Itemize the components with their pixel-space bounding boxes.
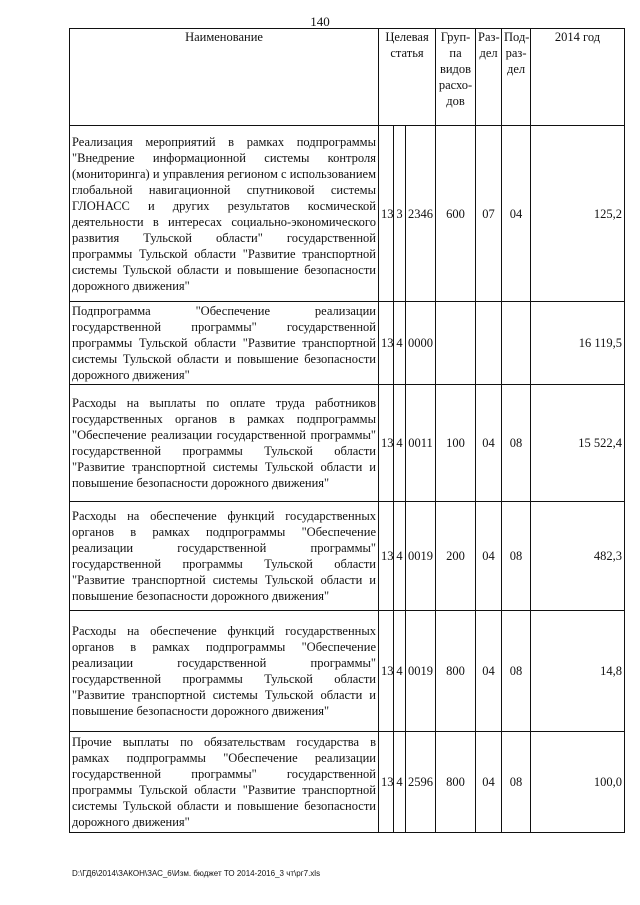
- target-article-part2: 4: [394, 385, 406, 502]
- expense-group: [436, 302, 476, 385]
- amount-2014: 125,2: [531, 126, 625, 302]
- page-number: 140: [310, 14, 330, 29]
- target-article-part3: 0019: [406, 611, 436, 732]
- table-row: [70, 126, 625, 302]
- table-row: [70, 732, 625, 833]
- table-header-row: [70, 29, 625, 126]
- subsection: 08: [502, 385, 531, 502]
- header-year: 2014 год: [531, 29, 625, 126]
- row-name: Расходы на обеспечение функций государственных органов в рамках подпрограммы "Обеспечение реализации государственной программы" государственной программы Тульской области "Развитие транспортной системы Тульской области и повышение безопасности дорожного движения": [70, 611, 379, 732]
- target-article-part3: 2346: [406, 126, 436, 302]
- header-subsection: Под-раз-дел: [502, 29, 531, 126]
- row-name: Расходы на обеспечение функций государственных органов в рамках подпрограммы "Обеспечение реализации государственной программы" государственной программы Тульской области "Развитие транспортной системы Тульской области и повышение безопасности дорожного движения": [70, 502, 379, 611]
- target-article-part1: 13: [379, 385, 394, 502]
- target-article-part3: 0019: [406, 502, 436, 611]
- subsection: 04: [502, 126, 531, 302]
- header-target-article: Целевая статья: [379, 29, 436, 126]
- header-section: Раз-дел: [476, 29, 502, 126]
- amount-2014: 16 119,5: [531, 302, 625, 385]
- header-name: Наименование: [70, 29, 379, 126]
- target-article-part2: 4: [394, 611, 406, 732]
- section: 04: [476, 502, 502, 611]
- subsection: 08: [502, 611, 531, 732]
- amount-2014: 15 522,4: [531, 385, 625, 502]
- section: 04: [476, 385, 502, 502]
- section: 07: [476, 126, 502, 302]
- amount-2014: 482,3: [531, 502, 625, 611]
- target-article-part2: 4: [394, 302, 406, 385]
- target-article-part1: 13: [379, 502, 394, 611]
- row-name: Реализация мероприятий в рамках подпрограммы "Внедрение информационной системы контроля (мониторинга) и управления регионом с использованием глобальной навигационной спутниковой системы ГЛОНАСС и других результатов космической деятельности в интересах социально-экономического развития Тульской области" государственной программы Тульской области "Развитие транспортной системы Тульской области и повышение безопасности дорожного движения": [70, 126, 379, 302]
- budget-table: [69, 28, 625, 833]
- file-path-footer: D:\ГД6\2014\ЗАКОН\ЗАС_6\Изм. бюджет ТО 2014-2016_3 чт\рг7.xls: [72, 869, 321, 878]
- subsection: [502, 302, 531, 385]
- table-row: [70, 302, 625, 385]
- target-article-part2: 3: [394, 126, 406, 302]
- row-name: Прочие выплаты по обязательствам государства в рамках подпрограммы "Обеспечение реализации государственной программы" государственной программы Тульской области "Развитие транспортной системы Тульской области и повышение безопасности дорожного движения": [70, 732, 379, 833]
- subsection: 08: [502, 502, 531, 611]
- table-row: [70, 385, 625, 502]
- header-expense-group: Груп-па видов расхо-дов: [436, 29, 476, 126]
- table-row: [70, 611, 625, 732]
- target-article-part1: 13: [379, 611, 394, 732]
- table-row: [70, 502, 625, 611]
- target-article-part1: 13: [379, 126, 394, 302]
- target-article-part3: 0011: [406, 385, 436, 502]
- expense-group: 800: [436, 611, 476, 732]
- amount-2014: 100,0: [531, 732, 625, 833]
- row-name: Подпрограмма "Обеспечение реализации государственной программы" государственной программы Тульской области "Развитие транспортной системы Тульской области и повышение безопасности дорожного движения": [70, 302, 379, 385]
- section: 04: [476, 611, 502, 732]
- target-article-part2: 4: [394, 502, 406, 611]
- amount-2014: 14,8: [531, 611, 625, 732]
- target-article-part2: 4: [394, 732, 406, 833]
- target-article-part3: 2596: [406, 732, 436, 833]
- row-name: Расходы на выплаты по оплате труда работников государственных органов в рамках подпрограммы "Обеспечение реализации государственной программы" государственной программы Тульской области "Развитие транспортной системы Тульской области и повышение безопасности дорожного движения": [70, 385, 379, 502]
- target-article-part1: 13: [379, 302, 394, 385]
- target-article-part3: 0000: [406, 302, 436, 385]
- subsection: 08: [502, 732, 531, 833]
- expense-group: 100: [436, 385, 476, 502]
- expense-group: 200: [436, 502, 476, 611]
- section: [476, 302, 502, 385]
- target-article-part1: 13: [379, 732, 394, 833]
- expense-group: 600: [436, 126, 476, 302]
- expense-group: 800: [436, 732, 476, 833]
- section: 04: [476, 732, 502, 833]
